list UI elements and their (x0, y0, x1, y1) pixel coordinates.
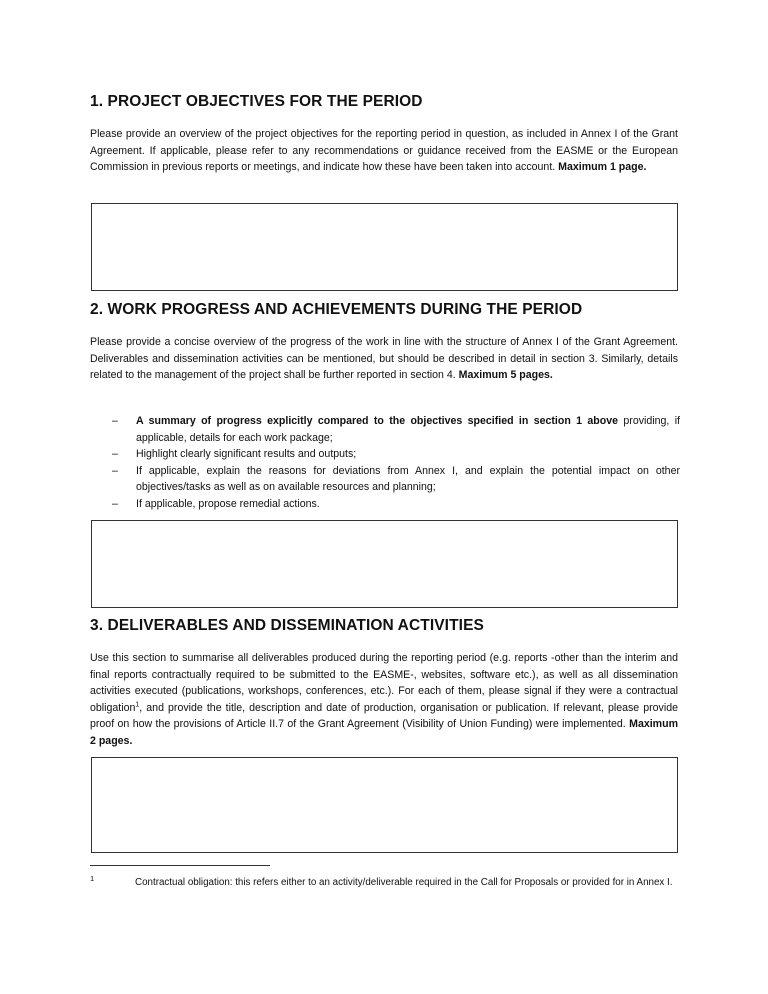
section-3-limit: Maximum 2 pages. (90, 718, 678, 747)
footnote-reference[interactable]: 1 (135, 700, 140, 708)
section-1-answer-box[interactable] (91, 203, 678, 291)
list-item-text: If applicable, explain the reasons for deviations from Annex I, and explain the potential impact on other objectives/tasks as well as on available resources and planning; (136, 464, 680, 493)
section-2-answer-box[interactable] (91, 520, 678, 608)
list-item-text: providing, if applicable, details for each work package; (136, 415, 680, 444)
footnote-text: Contractual obligation: this refers either to an activity/deliverable required in the Call for Proposals or provided for in Annex I. (135, 877, 673, 888)
section-3-text-part1: Use this section to summarise all deliverables produced during the reporting period (e.g. reports -other than the interim and final reports contractually required to be submitted to the EASME-, websites, software etc.), as well as all dissemination activities executed (publications, workshops, conferences, etc.). For each of them, please signal if they were a contractual obligation (90, 652, 678, 714)
section-2-text: Please provide a concise overview of the progress of the work in line with the structure of Annex I of the Grant Agreement. Deliverables and dissemination activities can be mentioned, but should be described in detail in section 3. Similarly, details related to the management of the project shall be further reported in section 4. (90, 336, 678, 381)
section-3-paragraph (90, 650, 678, 749)
footnote-number: 1 (90, 874, 95, 883)
section-1-limit: Maximum 1 page. (558, 161, 647, 173)
section-2-paragraph (90, 334, 678, 384)
section-3-answer-box[interactable] (91, 757, 678, 853)
list-item (112, 446, 680, 463)
section-2-limit: Maximum 5 pages. (458, 369, 553, 381)
section-2-bullet-list (112, 413, 680, 512)
dash-bullet-icon: – (112, 497, 118, 510)
section-1-heading: 1. PROJECT OBJECTIVES FOR THE PERIOD (90, 93, 423, 110)
list-item (112, 413, 680, 446)
dash-bullet-icon: – (112, 464, 118, 477)
section-1-paragraph (90, 126, 678, 176)
section-3-heading: 3. DELIVERABLES AND DISSEMINATION ACTIVITIES (90, 617, 484, 634)
footnote-separator (90, 865, 270, 866)
list-item (112, 496, 680, 513)
section-1-text: Please provide an overview of the project objectives for the reporting period in question, as included in Annex I of the Grant Agreement. If applicable, please refer to any recommendations or guidance received from the EASME or the European Commission in previous reports or meetings, and indicate how these have been taken into account. (90, 128, 678, 173)
list-item-bold: A summary of progress explicitly compared to the objectives specified in section 1 above (136, 415, 619, 427)
list-item-text: Highlight clearly significant results and outputs; (136, 448, 357, 460)
section-3-text-part2: , and provide the title, description and date of production, organisation or publication. If relevant, please provide proof on how the provisions of Article II.7 of the Grant Agreement (Visibility of Union Funding) were implemented. (90, 701, 678, 730)
dash-bullet-icon: – (112, 448, 118, 460)
dash-bullet-icon: – (112, 415, 118, 427)
list-item (112, 463, 680, 496)
section-2-heading: 2. WORK PROGRESS AND ACHIEVEMENTS DURING THE PERIOD (90, 301, 583, 318)
list-item-text: If applicable, propose remedial actions. (136, 497, 320, 510)
